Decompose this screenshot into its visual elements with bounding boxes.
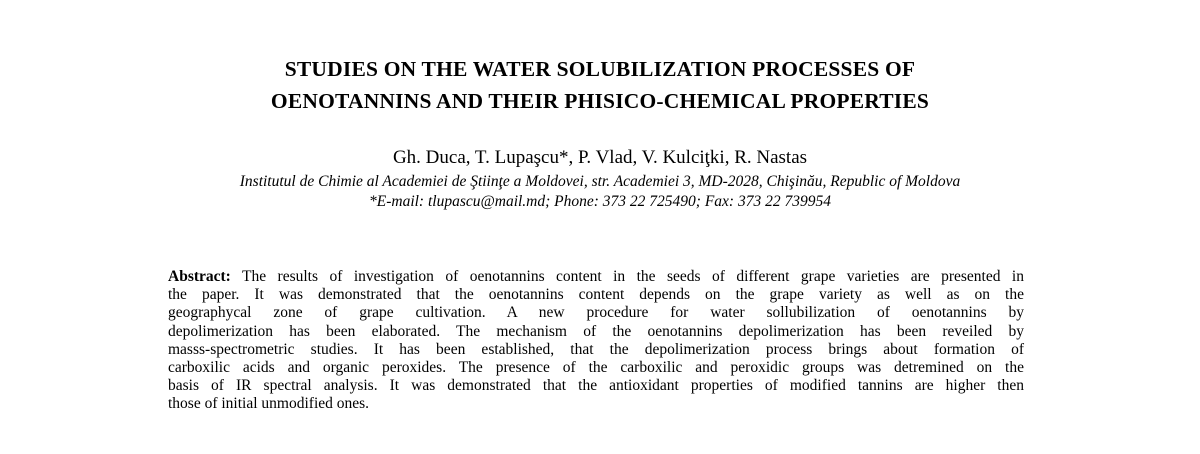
title-line: STUDIES ON THE WATER SOLUBILIZATION PROCESSES OF (284, 57, 916, 81)
abstract-line: the paper. It was demonstrated that the oenotannins content depends on the grape variety as well as on the (168, 286, 1024, 304)
abstract-label: Abstract: (168, 268, 231, 285)
abstract-line: geographycal zone of grape cultivation. A new procedure for water sollubilization of oenotannins by (168, 304, 1024, 322)
abstract-line (168, 268, 1024, 286)
abstract-line: carboxilic acids and organic peroxides. The presence of the carboxilic and peroxidic groups was detremined on the (168, 358, 1024, 376)
title-line: OENOTANNINS AND THEIR PHISICO-CHEMICAL PROPERTIES (270, 89, 930, 113)
authors: Gh. Duca, T. Lupaşcu*, P. Vlad, V. Kulciţki, R. Nastas (392, 147, 808, 168)
abstract-text: The results of investigation of oenotannins content in the seeds of different grape varieties are presented in (230, 268, 1024, 285)
affiliation-block (0, 172, 1200, 212)
contact-info: *E-mail: tlupascu@mail.md; Phone: 373 22 725490; Fax: 373 22 739954 (369, 193, 831, 210)
affiliation: Institutul de Chimie al Academiei de Ştiinţe a Moldovei, str. Academiei 3, MD-2028, Chişinău, Republic of Moldova (239, 173, 961, 190)
abstract-line: masss-spectrometric studies. It has been established, that the depolimerization process brings about formation of (168, 340, 1024, 358)
abstract (168, 268, 1024, 414)
abstract-line: depolimerization has been elaborated. The mechanism of the oenotannins depolimerization has been reveiled by (168, 322, 1024, 340)
abstract-line: those of initial unmodified ones. (168, 395, 370, 413)
abstract-line: basis of IR spectral analysis. It was demonstrated that the antioxidant properties of modified tannins are higher then (168, 377, 1024, 395)
paper-title (0, 53, 1200, 117)
